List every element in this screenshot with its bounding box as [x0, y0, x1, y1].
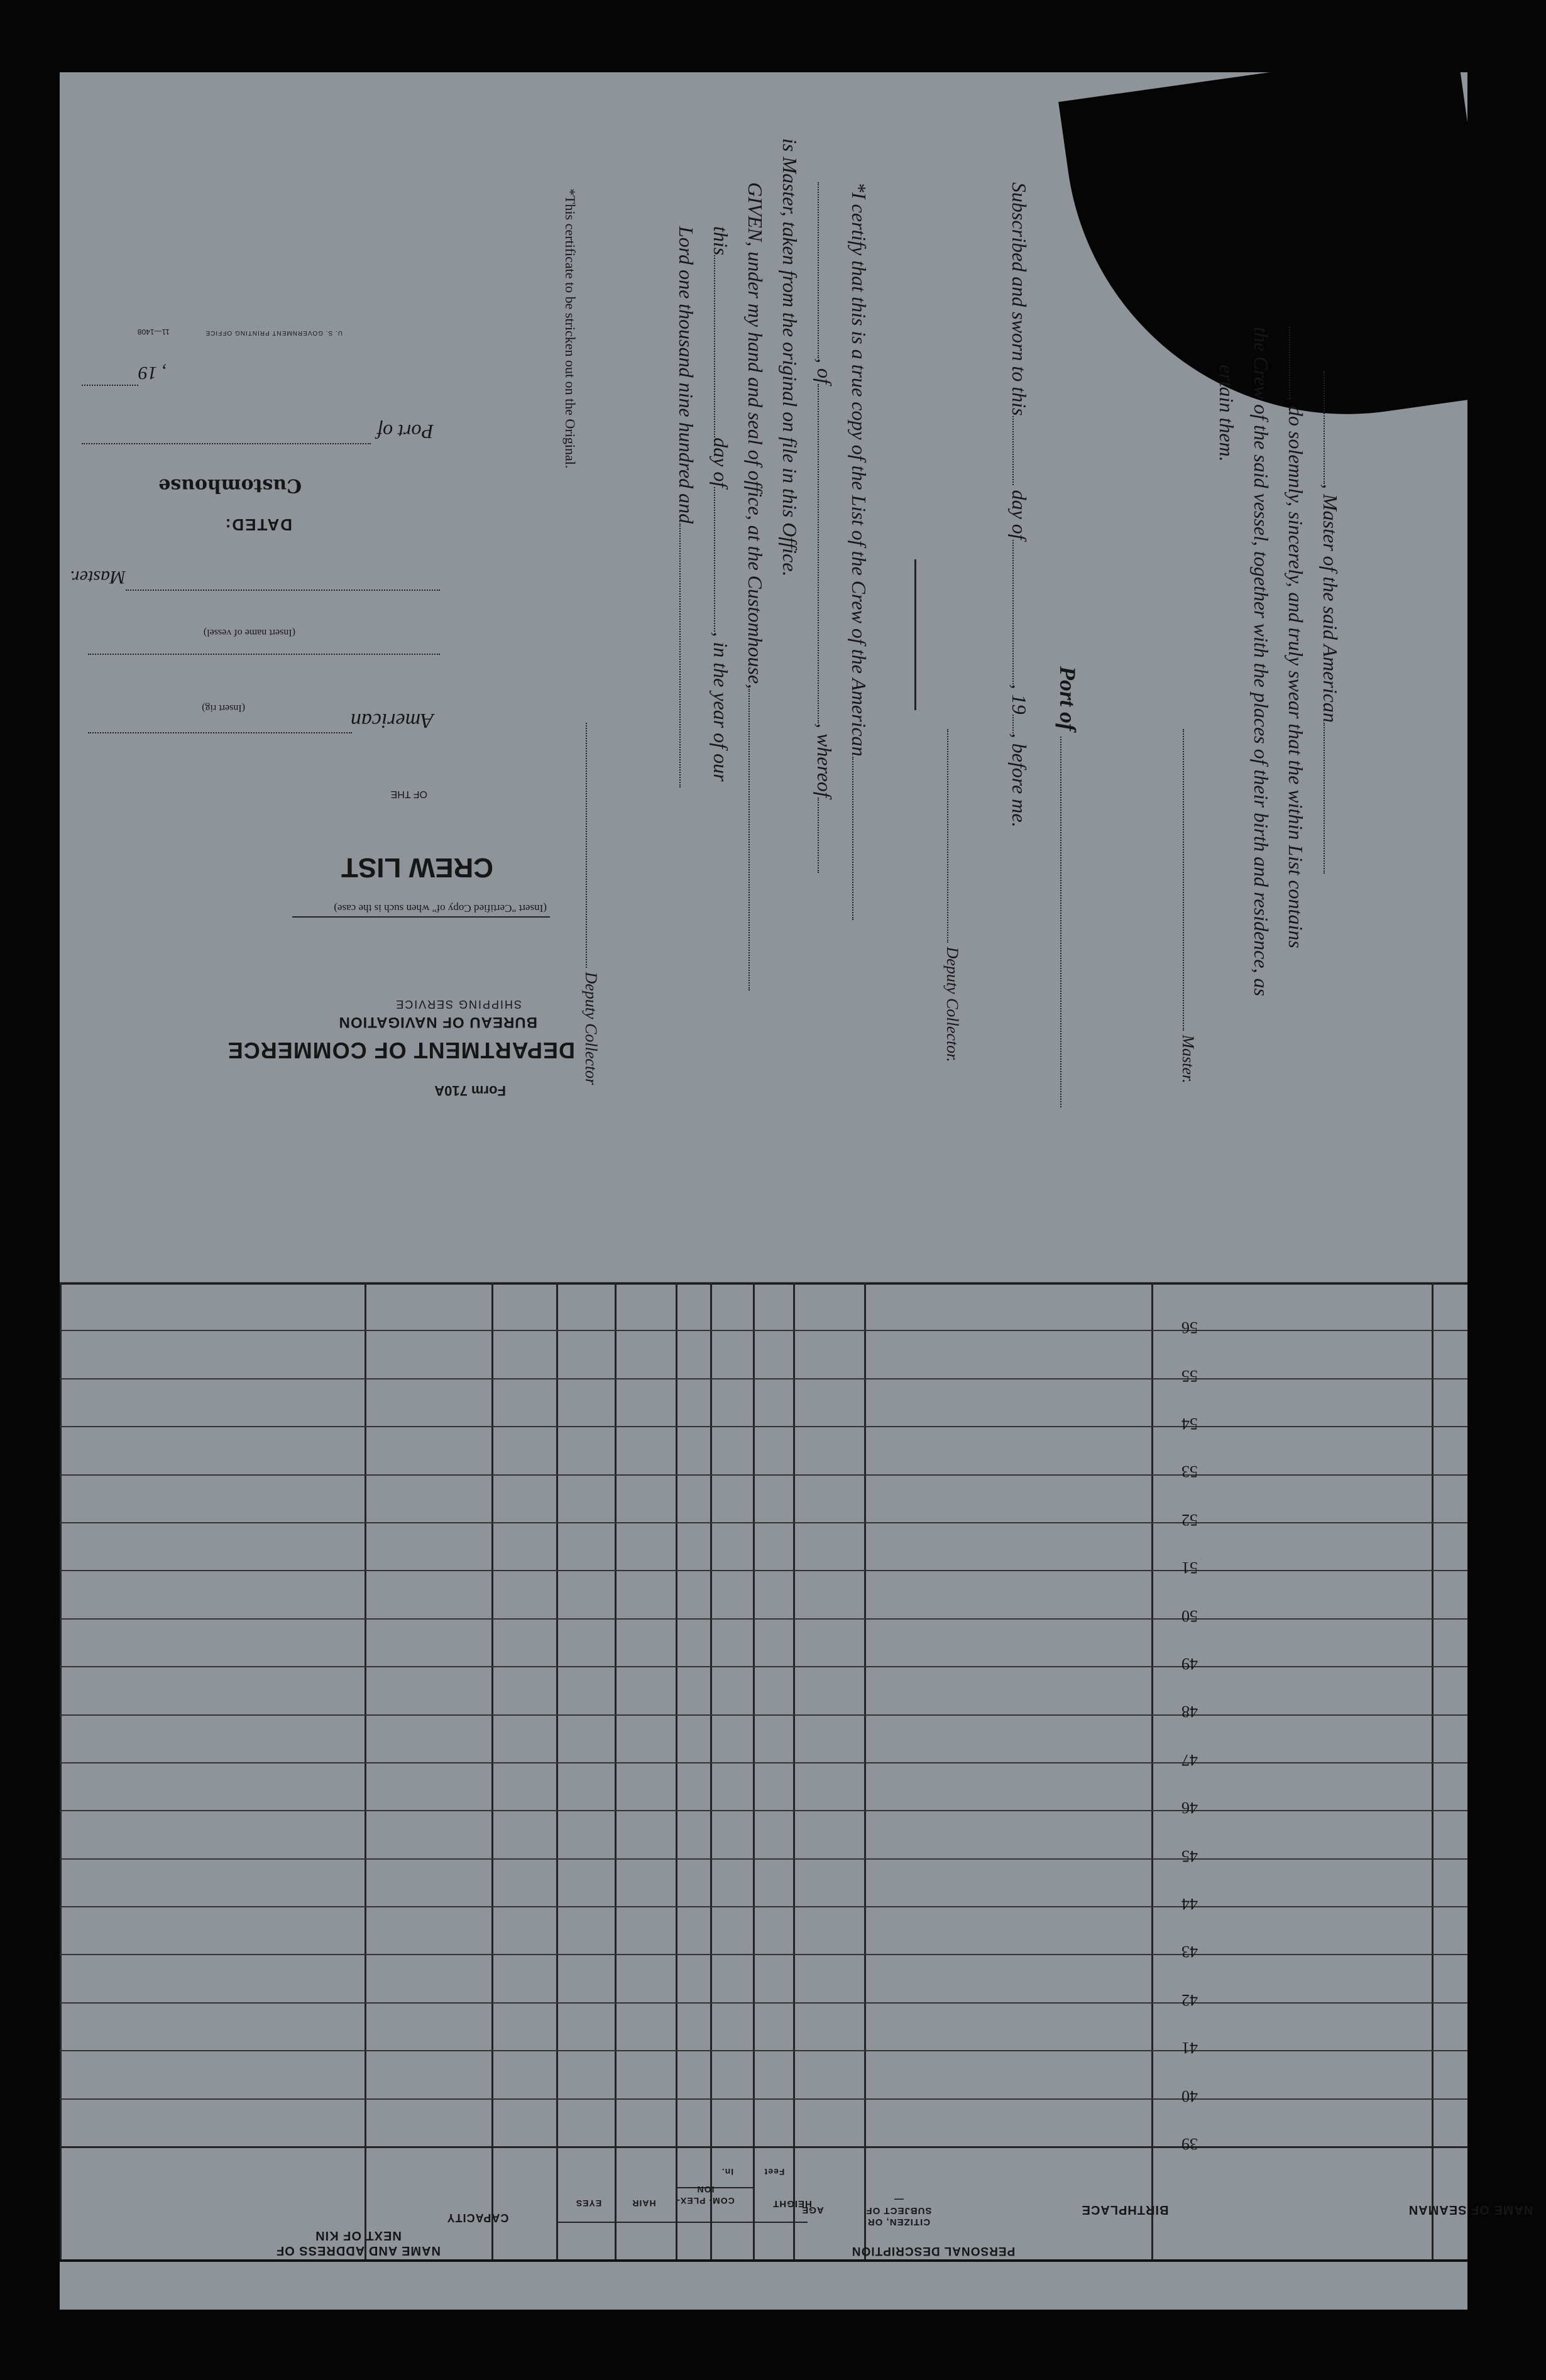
row-line	[60, 1474, 1467, 1476]
row-line	[60, 1906, 1467, 1907]
customhouse-label: Customhouse	[158, 474, 302, 496]
header-citizen: CITIZEN, OR SUBJECT OF—	[865, 2194, 932, 2227]
vessel-name-line	[88, 654, 440, 656]
row-line	[60, 1618, 1467, 1620]
insert-certified-note: (Insert "Certified Copy of" when such is the case)	[334, 902, 547, 914]
certify-line-2: , of, whereof	[813, 182, 836, 873]
oath-line-3: the Crew of the said vessel, together with the places of their birth and residence, as	[1250, 327, 1273, 997]
insert-rig-note: (Insert rig)	[202, 703, 245, 713]
row-number: 49	[1181, 1655, 1198, 1673]
oath-line-4: ertain them.	[1215, 365, 1238, 462]
certify-line-6: Lord one thousand nine hundred and	[674, 226, 698, 787]
row-number: 54	[1181, 1415, 1198, 1434]
row-line	[60, 1954, 1467, 1955]
col-divider-hair	[556, 1282, 558, 2259]
row-number: 52	[1181, 1510, 1198, 1529]
col-divider-capacity	[365, 1282, 366, 2259]
row-number: 47	[1181, 1750, 1198, 1769]
row-line	[60, 2050, 1467, 2051]
oath-port: Port of	[1055, 666, 1081, 1107]
certify-line-1: *I certify that this is a true copy of the List of the Crew of the American	[847, 182, 870, 920]
row-number: 48	[1181, 1703, 1198, 1721]
row-number: 50	[1181, 1606, 1198, 1625]
row-line	[60, 1570, 1467, 1571]
header-personal-description: PERSONAL DESCRIPTION	[851, 2244, 1016, 2257]
certified-line	[292, 916, 550, 918]
col-divider-right	[1432, 1282, 1434, 2259]
row-line	[60, 1762, 1467, 1763]
col-divider-name	[1151, 1282, 1153, 2259]
printer-code: 11—1408	[137, 327, 170, 336]
header-inches: In.	[721, 2167, 734, 2177]
printer-imprint: U. S. GOVERNMENT PRINTING OFFICE	[205, 329, 343, 336]
row-line	[60, 1522, 1467, 1523]
crew-list-title: CREW LIST	[341, 852, 493, 883]
personal-description-rule	[556, 2222, 808, 2223]
department-title: DEPARTMENT OF COMMERCE	[227, 1038, 575, 1063]
certify-line-3: is Master, taken from the original on file in this Office.	[779, 138, 801, 577]
american-label: American	[350, 709, 434, 732]
row-line	[60, 1810, 1467, 1811]
header-next-of-kin: NAME AND ADDRESS OF NEXT OF KIN	[276, 2229, 441, 2257]
header-separator	[60, 2146, 1467, 2148]
row-line	[60, 1858, 1467, 1860]
row-line	[60, 2098, 1467, 2100]
oath-subscribed: Subscribed and sworn to this day of, 19, before me.	[1008, 182, 1031, 828]
insert-name-note: (Insert name of vessel)	[203, 627, 295, 638]
col-divider-citizen	[793, 1282, 795, 2259]
row-number: 56	[1181, 1319, 1198, 1337]
oath-line-2: , do solemnly, sincerely, and truly swear that the within List contains	[1284, 327, 1307, 948]
certify-line-5: thisday of, in the year of our	[710, 226, 732, 782]
col-divider-birthplace	[864, 1282, 866, 2259]
col-divider-age	[753, 1282, 755, 2259]
col-divider-inches	[676, 1282, 677, 2259]
row-number: 55	[1181, 1366, 1198, 1385]
col-divider-complexion	[615, 1282, 617, 2259]
header-age: AGE	[801, 2205, 824, 2215]
header-complexion: COM- PLEX- ION	[676, 2185, 735, 2206]
bureau-title: BUREAU OF NAVIGATION	[338, 1014, 537, 1031]
header-hair: HAIR	[632, 2198, 656, 2208]
master-line	[126, 590, 440, 592]
row-line	[60, 1282, 1467, 1283]
col-divider-eyes	[491, 1282, 493, 2259]
row-number: 40	[1181, 2087, 1198, 2105]
oath-line-1: , Master of the said American	[1318, 371, 1342, 874]
seal-line	[914, 559, 916, 710]
certify-deputy-signature: Deputy Collector	[581, 723, 600, 1085]
row-line	[60, 1426, 1467, 1427]
cover-year: , 19	[138, 363, 167, 383]
oath-master-signature: Master.	[1178, 729, 1197, 1083]
row-number: 42	[1181, 1990, 1198, 2009]
row-line	[60, 2002, 1467, 2004]
dated-label: DATED:	[224, 515, 292, 534]
form-number: Form 710A	[434, 1083, 506, 1099]
port-line	[82, 443, 371, 446]
row-number: 44	[1181, 1894, 1198, 1913]
table-bottom-border	[60, 2259, 1467, 2262]
header-capacity: CAPACITY	[446, 2212, 509, 2224]
of-the-label: OF THE	[390, 789, 427, 799]
header-birthplace: BIRTHPLACE	[1081, 2203, 1169, 2217]
row-number: 41	[1181, 2039, 1198, 2058]
header-eyes: EYES	[575, 2198, 602, 2208]
row-number: 51	[1181, 1559, 1198, 1577]
port-of-label: Port of	[377, 420, 434, 443]
row-line	[60, 1714, 1467, 1716]
master-label: Master.	[69, 567, 126, 588]
row-line	[60, 1666, 1467, 1667]
row-number: 39	[1181, 2134, 1198, 2153]
row-number: 43	[1181, 1943, 1198, 1961]
certify-line-4: GIVEN, under my hand and seal of office, at the Customhouse,	[743, 182, 767, 990]
certify-footnote: *This certificate to be stricken out on the Original.	[562, 189, 578, 469]
col-divider-left	[60, 1282, 62, 2259]
row-number: 46	[1181, 1799, 1198, 1818]
col-divider-feet	[710, 1282, 712, 2259]
header-name-of-seaman: NAME OF SEAMAN	[1408, 2203, 1533, 2217]
header-height: HEIGHT	[772, 2198, 812, 2209]
service-title: SHIPPING SERVICE	[395, 998, 522, 1011]
row-number: 45	[1181, 1846, 1198, 1865]
header-feet: Feet	[764, 2167, 785, 2177]
row-line	[60, 1330, 1467, 1331]
rig-line	[88, 732, 352, 735]
row-number: 53	[1181, 1462, 1198, 1481]
row-line	[60, 1378, 1467, 1379]
oath-deputy-signature: Deputy Collector.	[943, 729, 962, 1062]
date-line	[82, 385, 138, 387]
